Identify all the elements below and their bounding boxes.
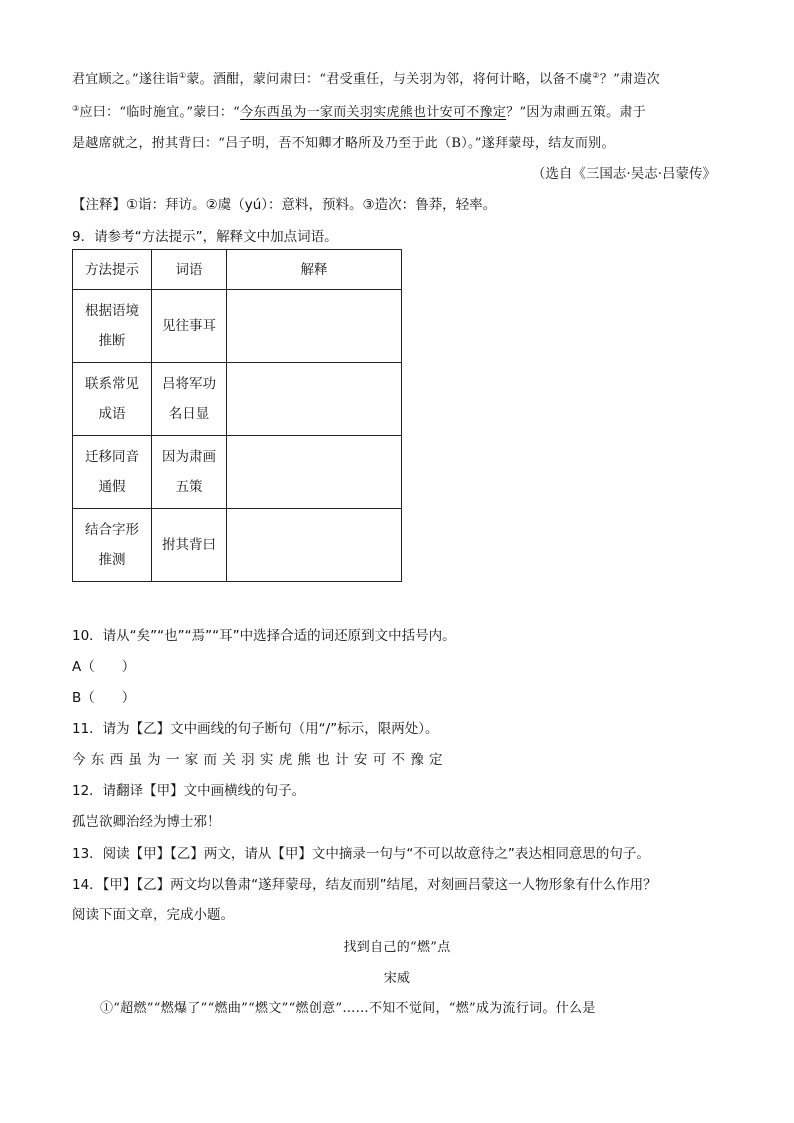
method-table [72, 249, 402, 582]
reading-instruction: 阅读下面文章，完成小题。 [72, 907, 234, 923]
answer-slot-b[interactable]: B（ ） [72, 690, 136, 706]
method-cell: 联系常见 成语 [73, 363, 152, 436]
method-cell: 迁移同音 通假 [73, 436, 152, 509]
question-13: 13．阅读【甲】【乙】两文，请从【甲】文中摘录一句与“不可以故意待之”表达相同意思的句子。 [72, 846, 650, 862]
question-9: 9．请参考“方法提示”，解释文中加点词语。 [72, 229, 338, 245]
word-cell: 见往事耳 [152, 290, 227, 363]
explain-cell[interactable] [227, 436, 402, 509]
question-11-sentence: 今 东 西 虽 为 一 家 而 关 羽 实 虎 熊 也 计 安 可 不 豫 定 [72, 752, 444, 768]
question-11: 11．请为【乙】文中画线的句子断句（用“/”标示，限两处）。 [72, 721, 439, 737]
passage-text: ？”肃造次 [599, 72, 660, 87]
article-author: 宋威 [383, 971, 411, 986]
table-header-cell: 词语 [152, 250, 227, 290]
footnote-marker: ① [178, 71, 187, 80]
table-header-cell: 方法提示 [73, 250, 152, 290]
word-cell: 拊其背曰 [152, 509, 227, 582]
explain-cell[interactable] [227, 290, 402, 363]
passage-line-3 [72, 132, 615, 151]
answer-slot-a[interactable]: A（ ） [72, 659, 136, 675]
article-paragraph-1: ①“超燃”“燃爆了”“燃曲”“燃文”“燃创意”……不知不觉间，“燃”成为流行词。什么是 [100, 1001, 596, 1016]
passage-line-1 [72, 68, 660, 87]
explain-cell[interactable] [227, 509, 402, 582]
passage-text: 蒙。酒酣，蒙问肃曰：“君受重任，与关羽为邻，将何计略，以备不虞 [186, 72, 593, 87]
table-row [73, 436, 402, 509]
question-14: 14．【甲】【乙】两文均以鲁肃“遂拜蒙母，结友而别”结尾，对刻画吕蒙这一人物形象有什么作用？ [72, 877, 657, 893]
table-header-row [73, 250, 402, 290]
footnote-marker: ② [592, 71, 600, 80]
passage-text: 应曰：“临时施宜。”蒙曰：“ [79, 105, 241, 120]
table-row [73, 509, 402, 582]
article-title: 找到自己的“燃”点 [343, 940, 451, 955]
passage-text: ？”因为肃画五策。肃于 [506, 105, 647, 120]
underlined-sentence: 今东西虽为一家而关羽实虎熊也计安可不豫定 [240, 105, 507, 120]
passage-text: 是越席就之，拊其背曰：“吕子明，吾不知卿才略所及乃至于此（B）。”遂拜蒙母，结友而别。 [72, 136, 615, 151]
word-cell: 因为肃画 五策 [152, 436, 227, 509]
explain-cell[interactable] [227, 363, 402, 436]
footnote-marker: ③ [72, 104, 80, 113]
passage-source: （选自《三国志·吴志·吕蒙传》 [531, 166, 716, 182]
question-12: 12．请翻译【甲】文中画横线的句子。 [72, 783, 306, 799]
table-row [73, 363, 402, 436]
passage-text: 君宜顾之。”遂往诣 [72, 72, 179, 87]
method-cell: 结合字形 推测 [73, 509, 152, 582]
table-header-cell: 解释 [227, 250, 402, 290]
method-cell: 根据语境 推断 [73, 290, 152, 363]
word-cell: 吕将军功 名日显 [152, 363, 227, 436]
passage-line-2 [72, 101, 646, 120]
question-10: 10．请从“矣”“也”“焉”“耳”中选择合适的词还原到文中括号内。 [72, 628, 456, 644]
annotation-notes: 【注释】①诣：拜访。②虞（yú）：意料，预料。③造次：鲁莽，轻率。 [72, 197, 497, 213]
table-row [73, 290, 402, 363]
question-12-sentence: 孤岂欲卿治经为博士邪！ [72, 814, 221, 830]
